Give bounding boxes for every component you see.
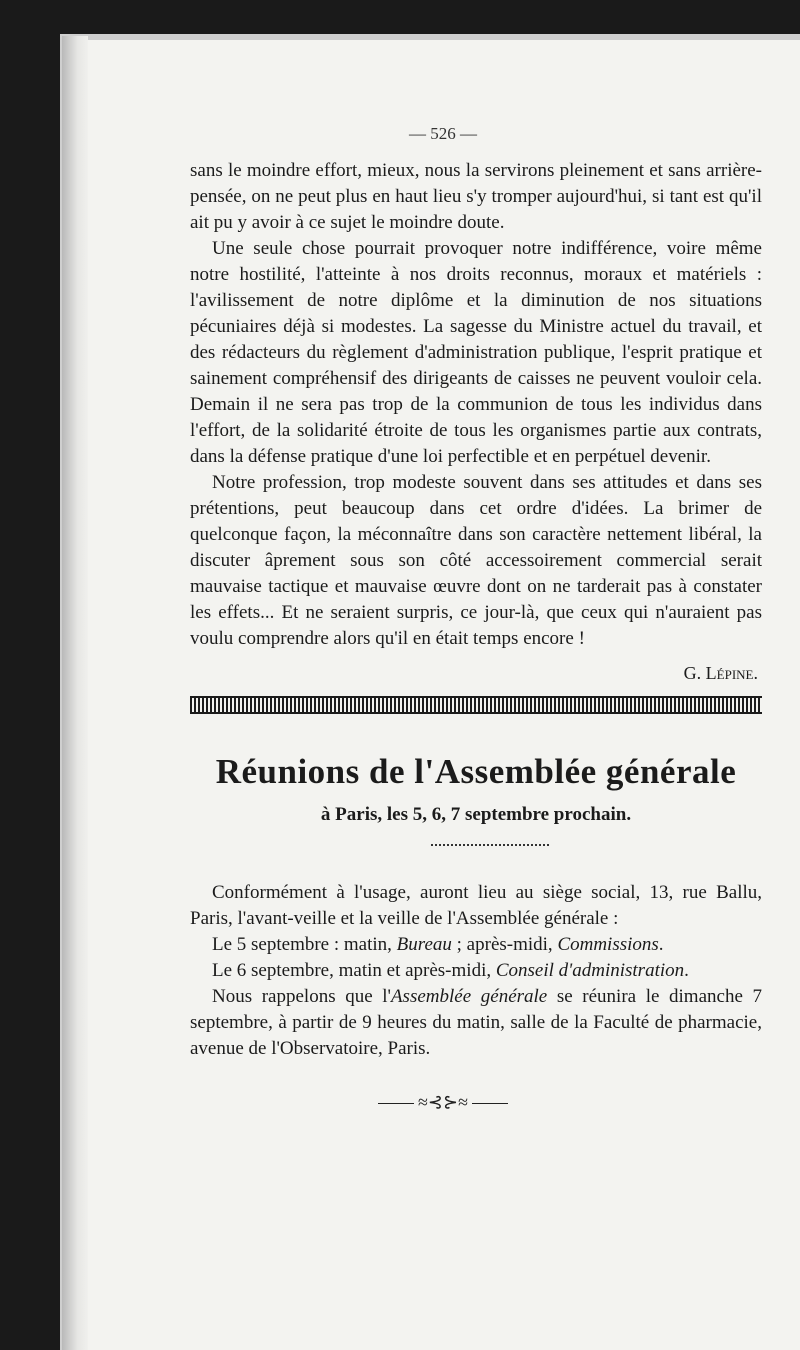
section-divider-rule (190, 696, 762, 714)
announcement-line-6-september (190, 958, 762, 984)
announcement-subtitle: à Paris, les 5, 6, 7 septembre prochain. (320, 804, 632, 825)
subtitle-dotted-rule (431, 844, 549, 846)
page-number: — 526 — (409, 124, 477, 143)
ornament-icon: ≈⊰⊱≈ (418, 1092, 468, 1112)
line1-prefix: Le 5 septembre : matin, (212, 934, 397, 955)
document-page (86, 40, 800, 1350)
line3-prefix: Nous rappelons que l' (212, 986, 391, 1007)
announcement-body (190, 880, 762, 1062)
page-binding (62, 36, 88, 1350)
article-paragraph-3: Notre profession, trop modeste souvent dans ses attitudes et dans ses prétentions, peut beaucoup dans cet ordre d'idées. La brimer de quelconque façon, la méconnaître dans son caractère nettement libéral, la discuter âprement sous son côté accessoirement commercial serait mauvaise tactique et mauvaise œuvre dont on ne tarderait pas à constater les effets... Et ne seraient surpris, ce jour-là, que ceux qui n'auraient pas voulu comprendre alors qu'il en était temps encore ! (190, 472, 762, 649)
line1-end: . (658, 934, 664, 955)
line1-bureau: Bureau (396, 934, 452, 955)
announcement-intro: Conformément à l'usage, auront lieu au siège social, 13, rue Ballu, Paris, l'avant-veille et la veille de l'Assemblée générale : (190, 882, 762, 929)
announcement-line-assemblee (190, 984, 762, 1062)
announcement-line-5-september (190, 932, 762, 958)
article-paragraph-1: sans le moindre effort, mieux, nous la servirons pleinement et sans arrière-pensée, on ne peut plus en haut lieu s'y tromper aujourd'hui, si tant est qu'il ait pu y avoir à ce sujet le moindre doute. (190, 160, 762, 233)
line3-assemblee: Assemblée générale (390, 986, 548, 1007)
announcement-title: Réunions de l'Assemblée générale (215, 752, 737, 791)
article-signature: G. Lépine. (683, 663, 758, 683)
line1-middle: ; après-midi, (451, 934, 558, 955)
line1-commissions: Commissions (557, 934, 659, 955)
line3-rest: se réunira le dimanche 7 septembre, à partir de 9 heures du matin, salle de la Faculté de pharmacie, avenue de l'Observatoire, Paris. (190, 986, 762, 1059)
ornament-line-right (472, 1103, 508, 1104)
ornament-line-left (378, 1103, 414, 1104)
line2-prefix: Le 6 septembre, matin et après-midi, (212, 960, 496, 981)
article-body (190, 158, 762, 686)
article-paragraph-2: Une seule chose pourrait provoquer notre indifférence, voire même notre hostilité, l'atteinte à nos droits reconnus, moraux et matériels : l'avilissement de notre diplôme et la diminution de nos situations pécuniaires déjà si modestes. La sagesse du Ministre actuel du travail, et des rédacteurs du règlement d'administration publique, l'esprit pratique et sainement compréhensif des dirigeants de caisses ne peuvent vouloir cela. Demain il ne sera pas trop de la communion de tous les individus dans l'effort, de la solidarité étroite de tous les organismes partie aux contrats, dans la défense pratique d'une loi perfectible et en perpétuel devenir. (190, 238, 762, 467)
closing-ornament (86, 1092, 800, 1113)
line2-conseil: Conseil d'administration (495, 960, 685, 981)
line2-end: . (684, 960, 689, 981)
